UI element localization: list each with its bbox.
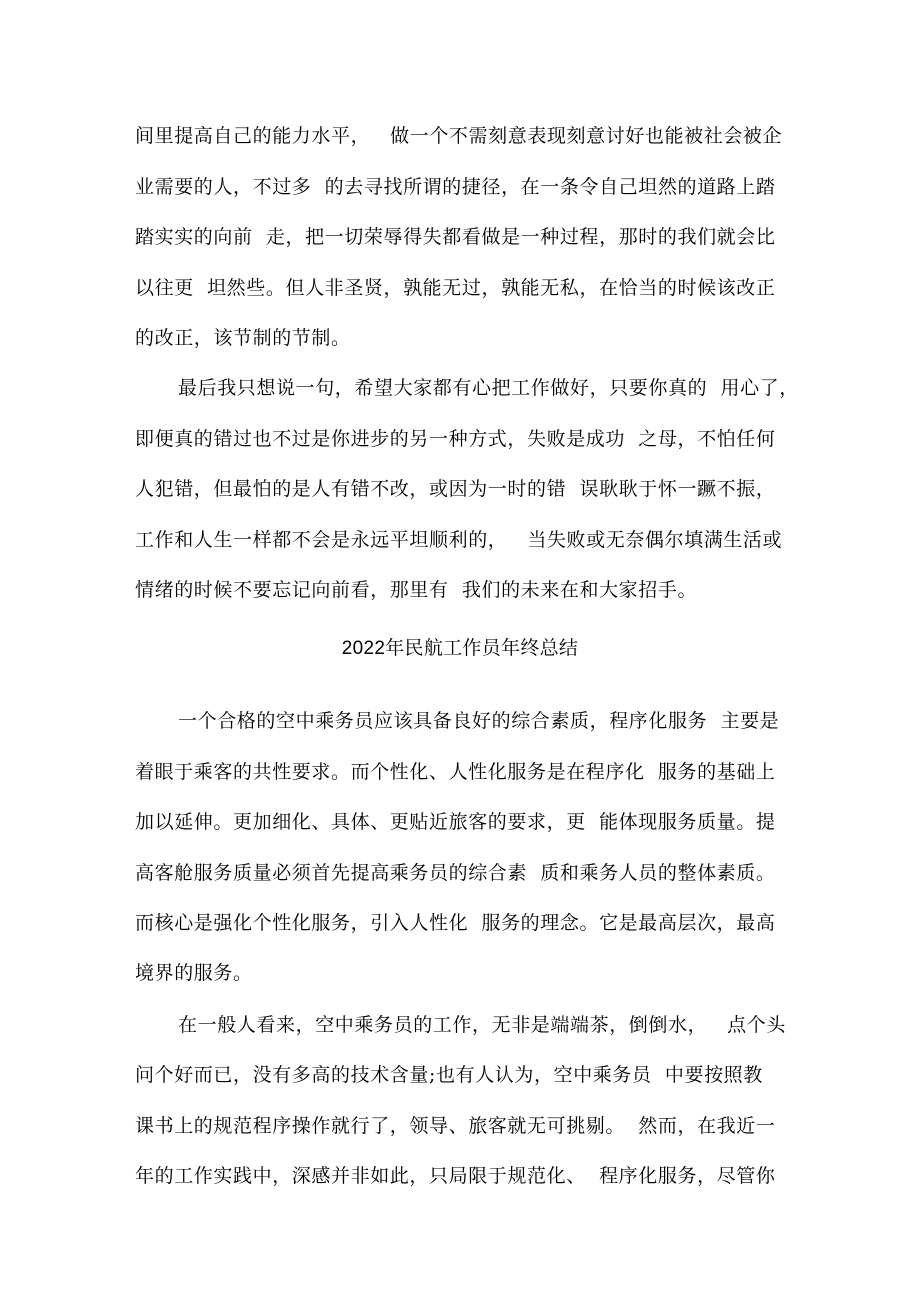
paragraph-line: 业需要的人，不过多 的去寻找所谓的捷径，在一条令自己坦然的道路上踏	[135, 176, 776, 198]
paragraph-line: 年的工作实践中，深感并非如此，只局限于规范化、 程序化服务，尽管你	[135, 1165, 776, 1187]
paragraph-line: 在一般人看来，空中乘务员的工作，无非是端端茶，倒倒水， 点个头	[178, 1014, 786, 1036]
paragraph-line: 高客舱服务质量必须首先提高乘务员的综合素 质和乘务人员的整体素质。	[135, 862, 776, 884]
paragraph-line: 间里提高自己的能力水平， 做一个不需刻意表现刻意讨好也能被社会被企	[135, 125, 783, 147]
paragraph-line: 而核心是强化个性化服务，引入人性化 服务的理念。它是最高层次，最高	[135, 912, 776, 934]
paragraph-line: 踏实实的向前 走，把一切荣辱得失都看做是一种过程，那时的我们就会比	[135, 226, 776, 248]
paragraph-line: 的改正，该节制的节制。	[135, 327, 351, 349]
paragraph-line: 即便真的错过也不过是你进步的另一种方式，失败是成功 之母，不怕任何	[135, 428, 776, 450]
paragraph-line: 问个好而已，没有多高的技术含量;也有人认为，空中乘务员 中要按照教	[135, 1064, 763, 1086]
paragraph-line: 情绪的时候不要忘记向前看，那里有 我们的未来在和大家招手。	[135, 579, 698, 601]
paragraph-line: 课书上的规范程序操作就行了，领导、旅客就无可挑剔。 然而，在我近一	[135, 1115, 776, 1137]
paragraph-line: 最后我只想说一句，希望大家都有心把工作做好，只要你真的 用心了，	[178, 377, 799, 399]
paragraph-line: 以往更 坦然些。但人非圣贤，孰能无过，孰能无私，在恰当的时候该改正	[135, 277, 776, 299]
paragraph-line: 工作和人生一样都不会是永远平坦顺利的， 当失败或无奈偶尔填满生活或	[135, 529, 783, 551]
paragraph-line: 境界的服务。	[135, 962, 253, 984]
paragraph-line: 加以延伸。更加细化、具体、更贴近旅客的要求，更 能体现服务质量。提	[135, 811, 776, 833]
paragraph-line: 一个合格的空中乘务员应该具备良好的综合素质，程序化服务 主要是	[178, 710, 780, 732]
paragraph-line: 人犯错，但最怕的是人有错不改，或因为一时的错 误耿耿于怀一蹶不振，	[135, 478, 776, 500]
section-title: 2022年民航工作员年终总结	[341, 638, 579, 659]
paragraph-line: 着眼于乘客的共性要求。而个性化、人性化服务是在程序化 服务的基础上	[135, 761, 776, 783]
